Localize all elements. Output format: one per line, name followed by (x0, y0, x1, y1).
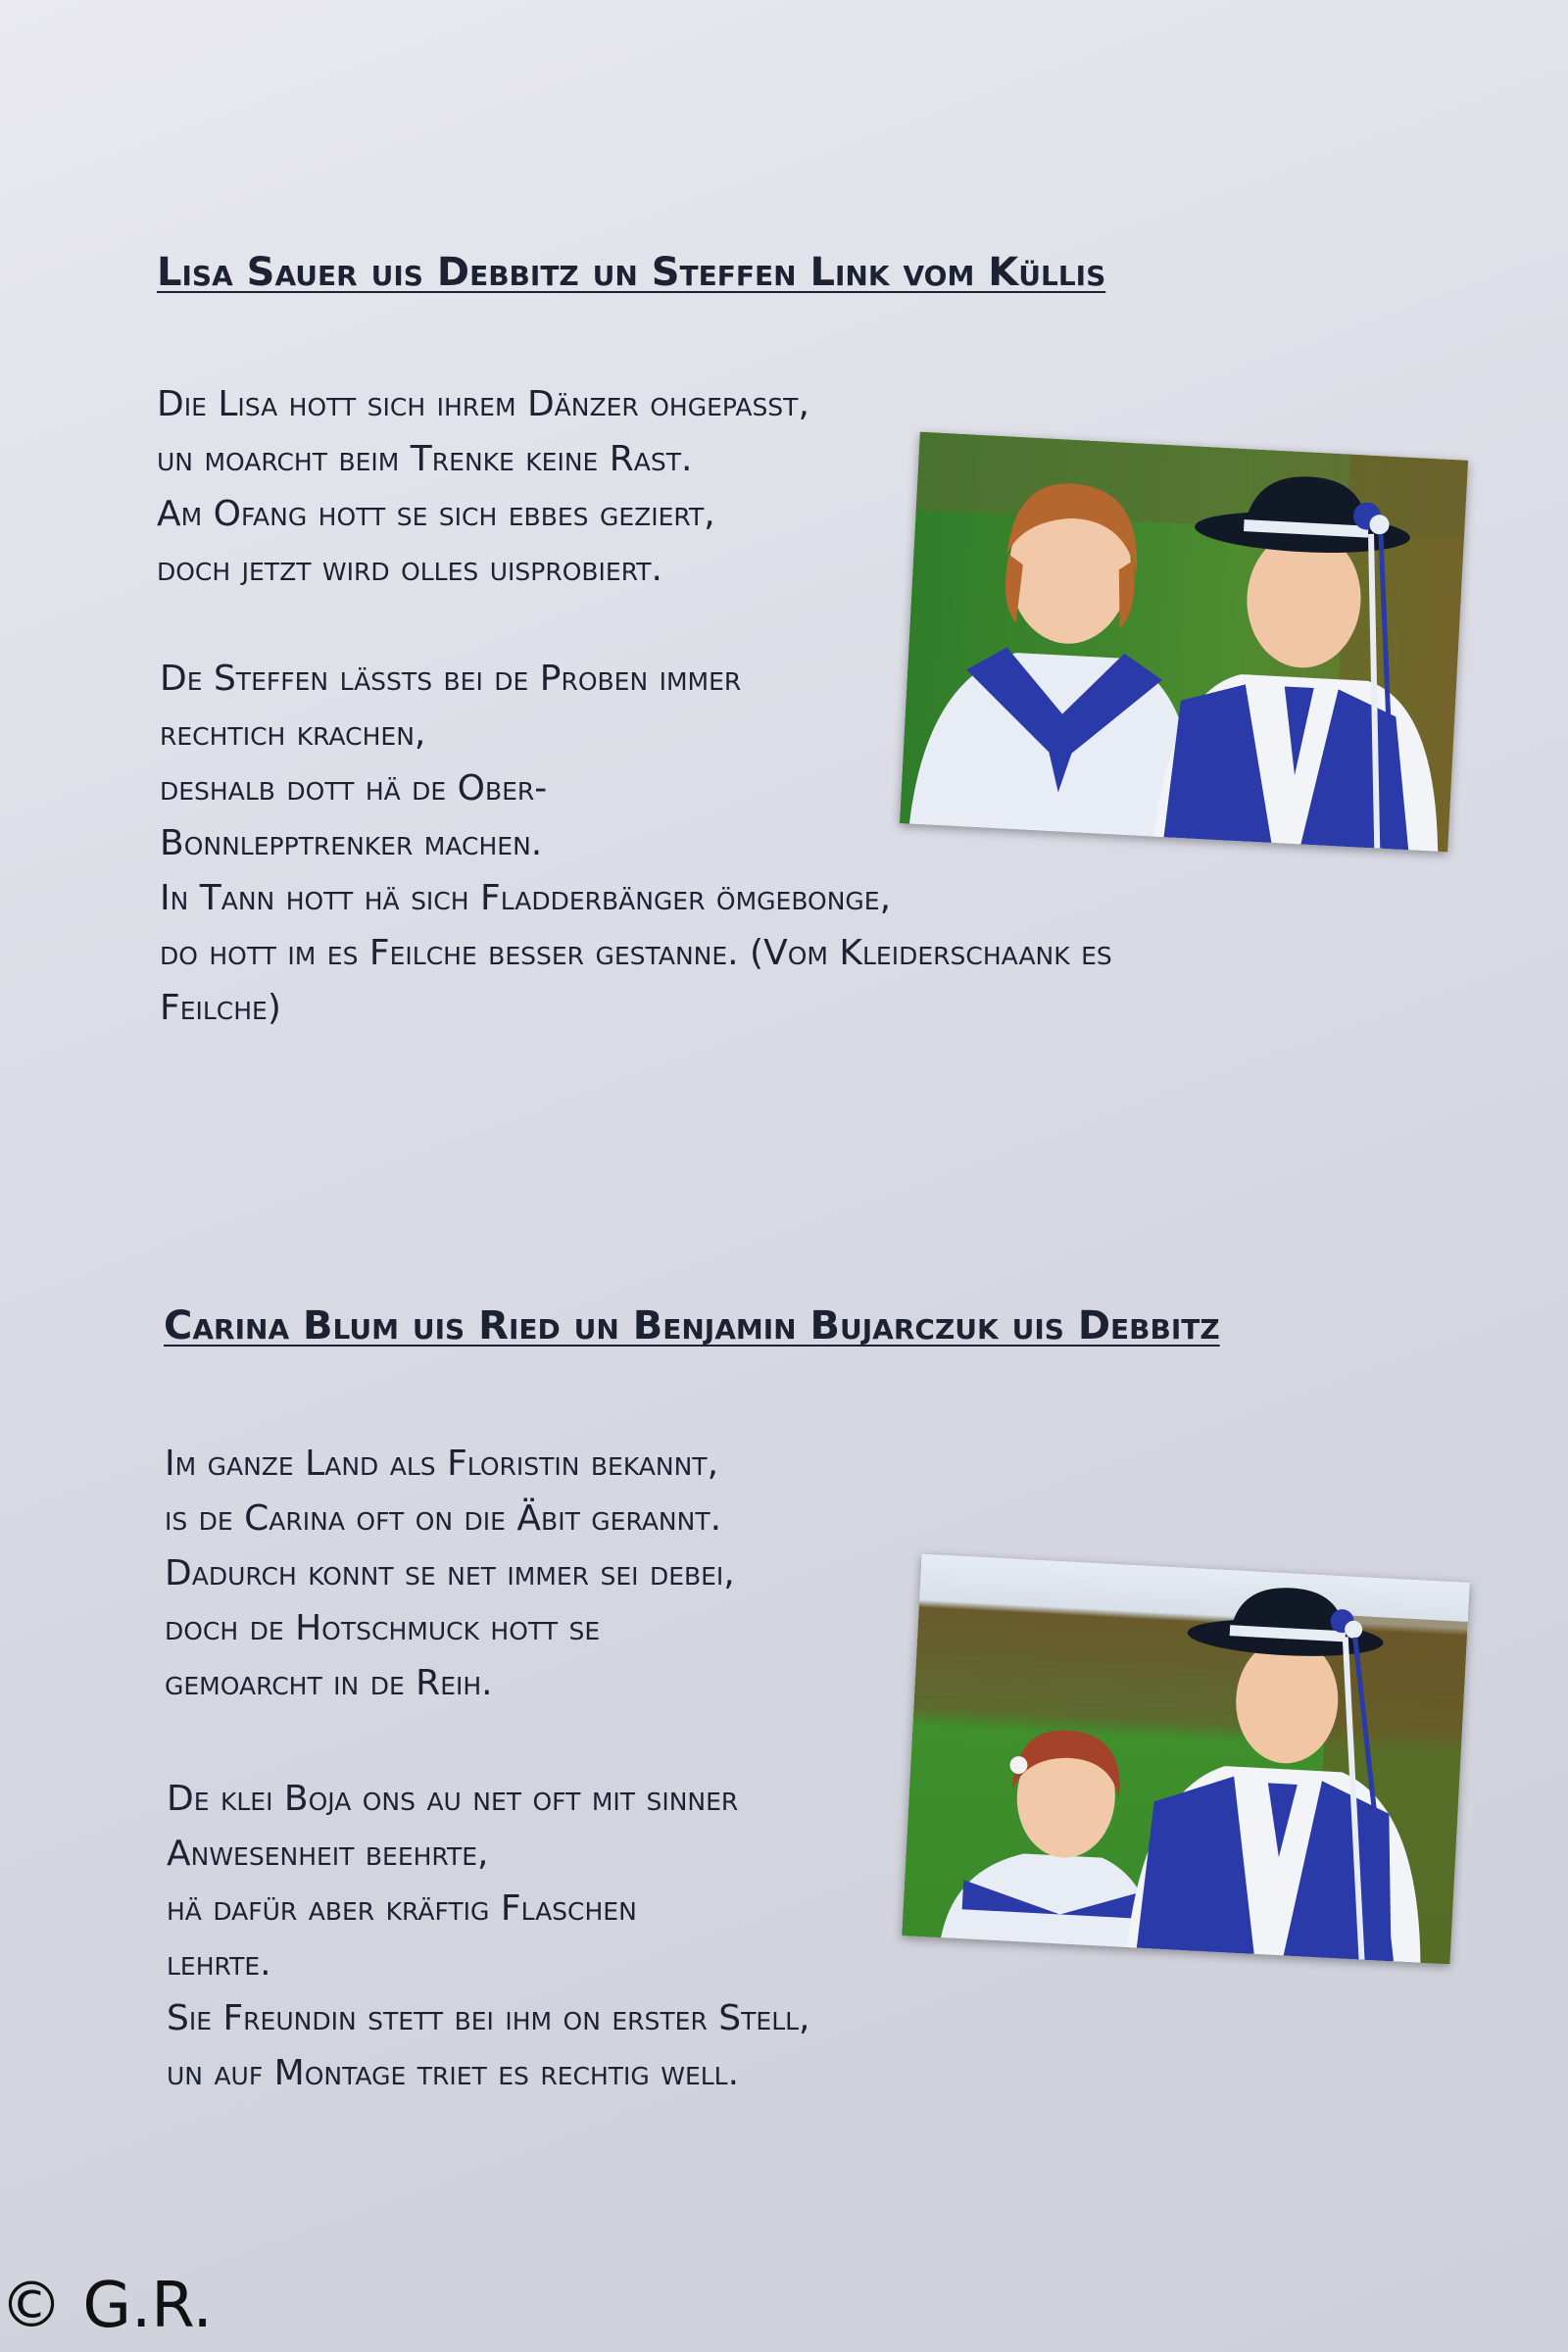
verse-line: In Tann hott hä sich Fladderbänger ömgebonge, (160, 878, 892, 918)
section-heading: Carina Blum uis Ried un Benjamin Bujarczuk uis Debbitz (164, 1303, 1220, 1348)
verse-line: rechtich krachen, (160, 713, 426, 754)
verse-line: gemoarcht in de Reih. (165, 1663, 493, 1703)
verse-line: Am Ofang hott se sich ebbes geziert, (157, 494, 715, 534)
poem-lisa-steffen-stanza-1 (157, 377, 809, 597)
verse-line: is de Carina oft on die Äbit gerannt. (165, 1498, 722, 1539)
verse-line: Sie Freundin stett bei ihm on erster Stell, (167, 1998, 810, 2038)
couple-photo-image (900, 432, 1468, 853)
section-lisa-steffen (157, 250, 1105, 295)
verse-line: do hott im es Feilche besser gestanne. (Vom Kleiderschaank es (160, 933, 1112, 973)
couple-photo-lisa-steffen (900, 432, 1468, 853)
section-heading: Lisa Sauer uis Debbitz un Steffen Link vom Küllis (157, 250, 1106, 295)
poem-carina-benjamin-stanza-1 (165, 1437, 735, 1711)
verse-line: De klei Boja ons au net oft mit sinner (167, 1779, 739, 1819)
verse-line: Anwesenheit beehrte, (167, 1834, 489, 1874)
verse-line: doch de Hotschmuck hott se (165, 1608, 601, 1648)
poem-carina-benjamin-stanza-2 (167, 1772, 810, 2101)
verse-line: Die Lisa hott sich ihrem Dänzer ohgepasst, (157, 384, 809, 424)
verse-line: Dadurch konnt se net immer sei debei, (165, 1553, 735, 1593)
verse-line: hä dafür aber kräftig Flaschen (167, 1888, 637, 1929)
verse-line: lehrte. (167, 1943, 271, 1984)
section-carina-benjamin (164, 1303, 1220, 1348)
verse-line: doch jetzt wird olles uisprobiert. (157, 549, 662, 589)
copyright-watermark: © G.R. (0, 2270, 213, 2342)
verse-line: deshalb dott hä de Ober- (160, 768, 548, 808)
verse-line: De Steffen lässts bei de Proben immer (160, 659, 742, 699)
verse-line: Feilche) (160, 988, 281, 1028)
verse-line: Im ganze Land als Floristin bekannt, (165, 1444, 719, 1484)
couple-photo-image (902, 1554, 1470, 1965)
verse-line: Bonnlepptrenker machen. (160, 823, 543, 863)
verse-line: un auf Montage triet es rechtig well. (167, 2053, 740, 2093)
verse-line: un moarcht beim Trenke keine Rast. (157, 439, 693, 479)
couple-photo-carina-benjamin (902, 1554, 1470, 1965)
